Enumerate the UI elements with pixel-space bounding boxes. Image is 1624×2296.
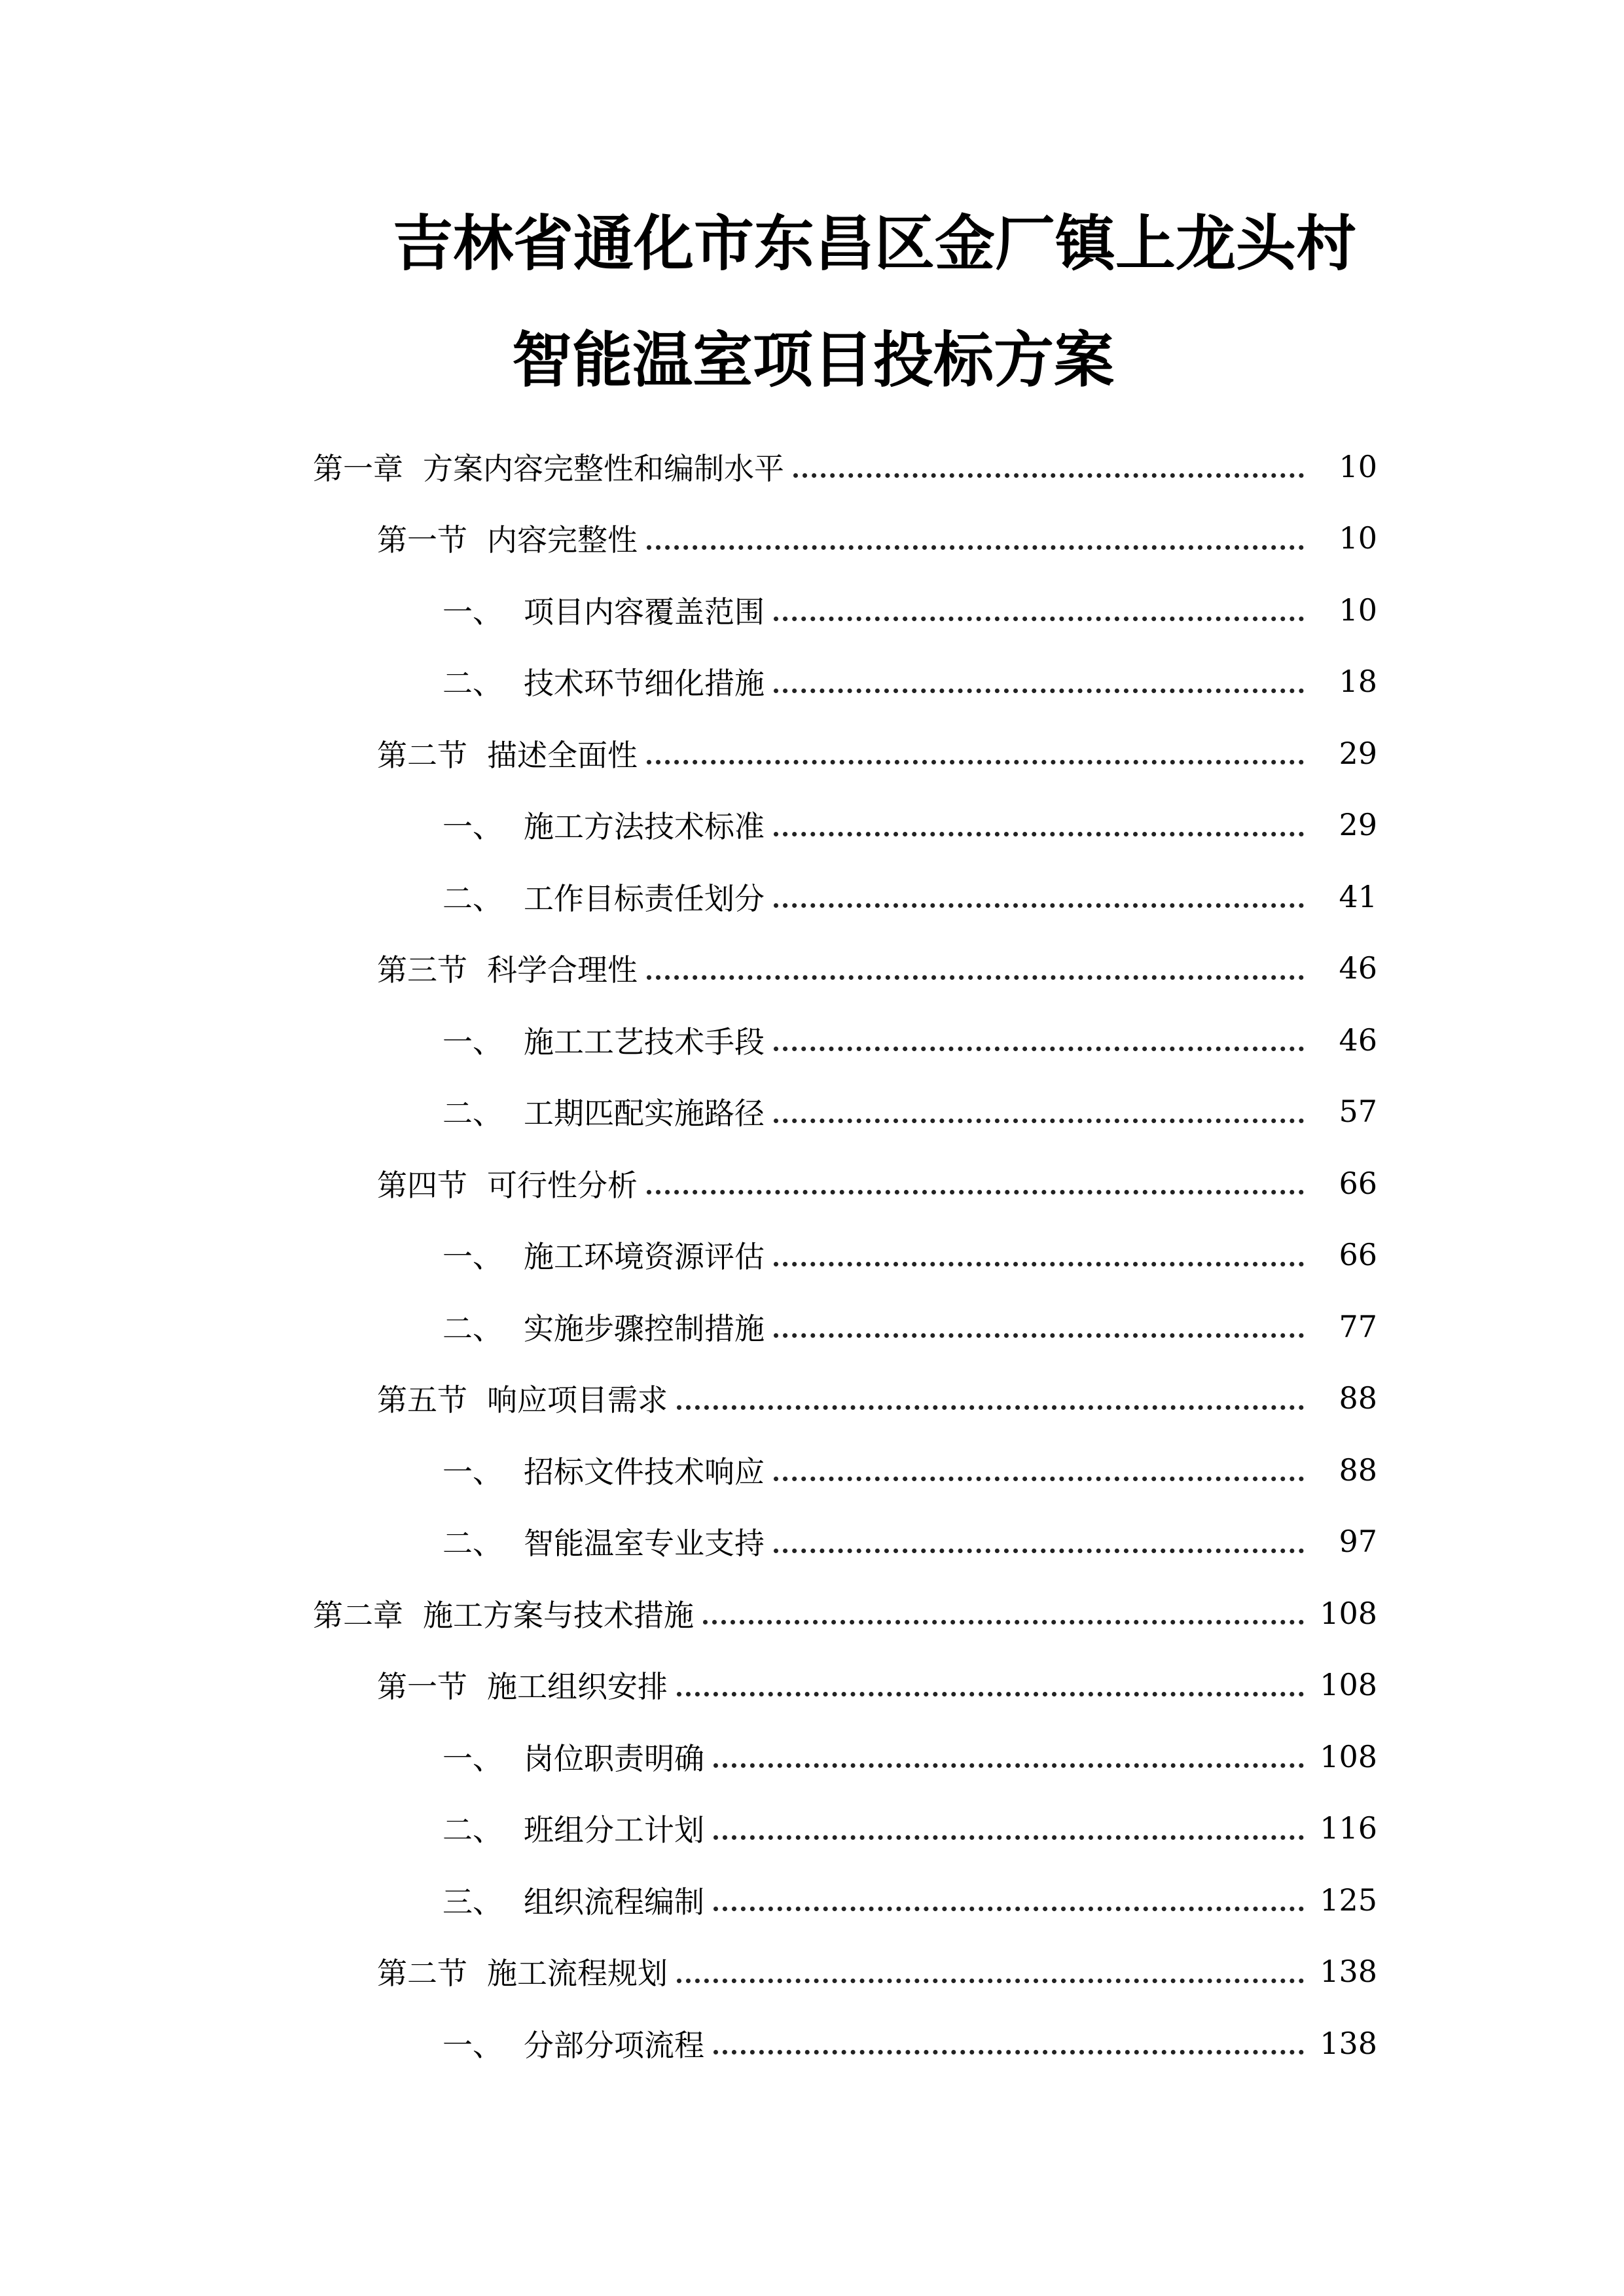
entry-page-number: 116	[1320, 1810, 1377, 1846]
entry-title: 项目内容覆盖范围	[524, 594, 765, 630]
entry-page-number: 29	[1339, 735, 1377, 771]
dot-leader	[774, 1477, 1304, 1481]
entry-number: 第一章	[313, 450, 403, 486]
entry-page-number: 46	[1339, 1022, 1377, 1058]
entry-number: 第二节	[377, 1956, 467, 1992]
entry-number: 一、	[442, 2027, 503, 2063]
entry-title: 班组分工计划	[524, 1812, 704, 1848]
entry-page-number: 88	[1339, 1380, 1377, 1416]
entry-title: 招标文件技术响应	[524, 1454, 765, 1490]
dot-leader	[647, 760, 1304, 764]
entry-page-number: 88	[1339, 1452, 1377, 1488]
dot-leader	[677, 1692, 1304, 1696]
entry-page-number: 10	[1339, 448, 1377, 484]
dot-leader	[774, 1549, 1304, 1553]
entry-title: 施工工艺技术手段	[524, 1024, 765, 1060]
entry-title: 智能温室专业支持	[524, 1526, 765, 1562]
toc-section[interactable]	[0, 933, 1624, 1005]
toc-subsection[interactable]	[0, 1004, 1624, 1076]
entry-number: 二、	[442, 1310, 503, 1346]
toc-subsection[interactable]	[0, 1793, 1624, 1865]
dot-leader	[713, 2050, 1304, 2054]
entry-page-number: 29	[1339, 807, 1377, 843]
dot-leader	[774, 832, 1304, 836]
toc-subsection[interactable]	[0, 1864, 1624, 1936]
entry-title: 施工方案与技术措施	[423, 1597, 694, 1633]
entry-title: 工期匹配实施路径	[524, 1096, 765, 1132]
toc-subsection[interactable]	[0, 1219, 1624, 1291]
dot-leader	[713, 1763, 1304, 1768]
entry-page-number: 108	[1320, 1738, 1377, 1774]
toc-section[interactable]	[0, 1936, 1624, 2008]
entry-number: 二、	[442, 1526, 503, 1562]
dot-leader	[793, 473, 1304, 478]
entry-title: 施工流程规划	[487, 1956, 668, 1992]
entry-page-number: 108	[1320, 1595, 1377, 1631]
toc-chapter[interactable]	[0, 1577, 1624, 1649]
entry-number: 一、	[442, 1239, 503, 1275]
dot-leader	[774, 1047, 1304, 1051]
entry-number: 第一节	[377, 522, 467, 558]
toc-subsection[interactable]	[0, 861, 1624, 933]
entry-title: 科学合理性	[487, 952, 638, 988]
entry-number: 一、	[442, 1740, 503, 1776]
toc-section[interactable]	[0, 1363, 1624, 1435]
entry-title: 响应项目需求	[487, 1382, 668, 1418]
entry-page-number: 138	[1320, 2025, 1377, 2061]
entry-number: 第一节	[377, 1669, 467, 1705]
document-title-line-1: 吉林省通化市东昌区金厂镇上龙头村	[393, 209, 1357, 279]
toc-subsection[interactable]	[0, 1721, 1624, 1793]
toc-chapter[interactable]	[0, 431, 1624, 503]
dot-leader	[713, 1907, 1304, 1911]
dot-leader	[677, 1979, 1304, 1983]
entry-title: 可行性分析	[487, 1167, 638, 1203]
dot-leader	[713, 1835, 1304, 1840]
entry-page-number: 10	[1339, 592, 1377, 628]
toc-section[interactable]	[0, 1649, 1624, 1721]
entry-page-number: 77	[1339, 1308, 1377, 1344]
entry-number: 第二章	[313, 1597, 403, 1633]
entry-page-number: 125	[1320, 1882, 1377, 1918]
entry-page-number: 66	[1339, 1165, 1377, 1201]
entry-title: 岗位职责明确	[524, 1740, 704, 1776]
entry-number: 第五节	[377, 1382, 467, 1418]
document-title-line-2: 智能温室项目投标方案	[512, 325, 1115, 395]
toc-section[interactable]	[0, 717, 1624, 789]
entry-title: 施工组织安排	[487, 1669, 668, 1705]
entry-page-number: 97	[1339, 1524, 1377, 1560]
entry-number: 一、	[442, 594, 503, 630]
entry-number: 二、	[442, 1096, 503, 1132]
entry-title: 施工环境资源评估	[524, 1239, 765, 1275]
entry-number: 第二节	[377, 737, 467, 773]
dot-leader	[647, 975, 1304, 980]
entry-number: 二、	[442, 666, 503, 702]
entry-title: 分部分项流程	[524, 2027, 704, 2063]
dot-leader	[774, 903, 1304, 908]
entry-title: 组织流程编制	[524, 1884, 704, 1920]
entry-page-number: 138	[1320, 1954, 1377, 1990]
toc-subsection[interactable]	[0, 646, 1624, 718]
entry-title: 施工方法技术标准	[524, 809, 765, 845]
entry-title: 方案内容完整性和编制水平	[423, 450, 784, 486]
toc-subsection[interactable]	[0, 1076, 1624, 1148]
entry-number: 一、	[442, 1024, 503, 1060]
entry-number: 第三节	[377, 952, 467, 988]
entry-number: 二、	[442, 880, 503, 916]
toc-section[interactable]	[0, 1147, 1624, 1219]
entry-title: 技术环节细化措施	[524, 666, 765, 702]
entry-number: 第四节	[377, 1167, 467, 1203]
toc-subsection[interactable]	[0, 1291, 1624, 1363]
toc-subsection[interactable]	[0, 574, 1624, 646]
entry-page-number: 46	[1339, 950, 1377, 986]
dot-leader	[647, 545, 1304, 550]
entry-number: 二、	[442, 1812, 503, 1848]
dot-leader	[774, 617, 1304, 621]
entry-title: 内容完整性	[487, 522, 638, 558]
entry-page-number: 41	[1339, 878, 1377, 914]
entry-page-number: 10	[1339, 520, 1377, 556]
dot-leader	[703, 1620, 1304, 1624]
toc-subsection[interactable]	[0, 1434, 1624, 1506]
entry-page-number: 66	[1339, 1237, 1377, 1273]
dot-leader	[677, 1405, 1304, 1410]
entry-number: 一、	[442, 809, 503, 845]
toc-subsection[interactable]	[0, 2007, 1624, 2079]
toc-subsection[interactable]	[0, 1506, 1624, 1578]
entry-page-number: 108	[1320, 1667, 1377, 1703]
entry-title: 描述全面性	[487, 737, 638, 773]
entry-page-number: 18	[1339, 664, 1377, 700]
entry-title: 实施步骤控制措施	[524, 1310, 765, 1346]
toc-section[interactable]	[0, 503, 1624, 575]
dot-leader	[774, 1333, 1304, 1338]
entry-number: 一、	[442, 1454, 503, 1490]
dot-leader	[647, 1190, 1304, 1194]
dot-leader	[774, 1262, 1304, 1266]
dot-leader	[774, 689, 1304, 693]
dot-leader	[774, 1119, 1304, 1123]
entry-number: 三、	[442, 1884, 503, 1920]
table-of-contents	[0, 431, 1624, 2079]
entry-page-number: 57	[1339, 1094, 1377, 1130]
entry-title: 工作目标责任划分	[524, 880, 765, 916]
toc-subsection[interactable]	[0, 789, 1624, 861]
